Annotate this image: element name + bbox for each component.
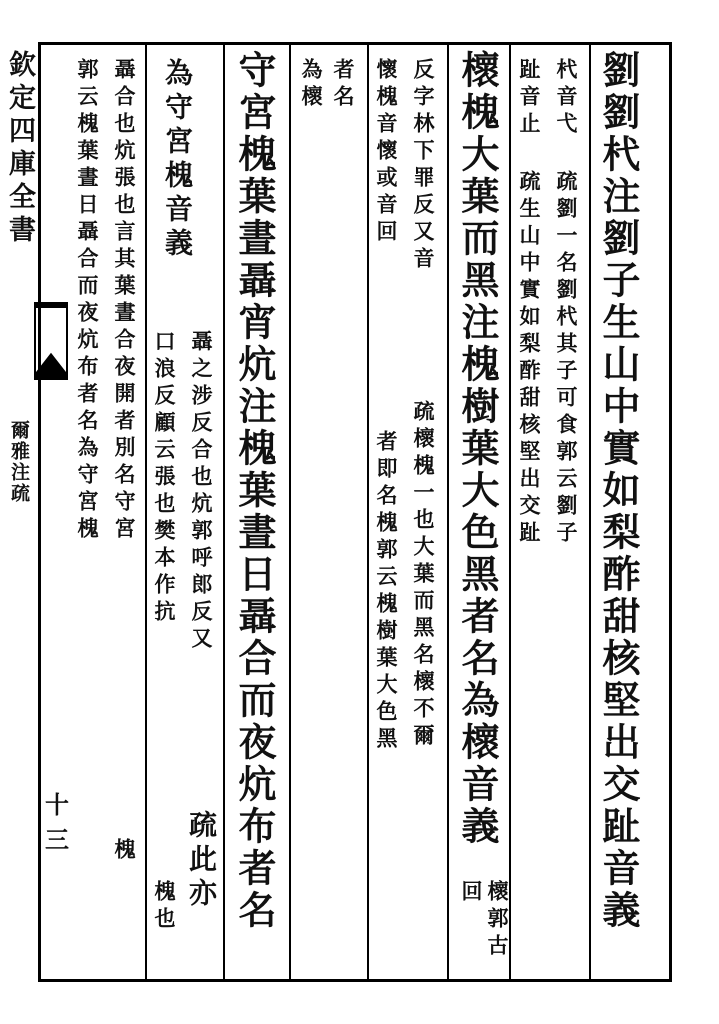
note-column-3a: 趾音止 [517, 58, 542, 139]
note-column-3b: 疏生山中實如梨酢甜核堅出交趾 [517, 170, 542, 548]
column-rule [447, 42, 449, 982]
text-column-4: 櫰槐大葉而黑注槐樹葉大色黑者名為櫰音義 [455, 50, 500, 848]
note-column-5a: 反字林下罪反又音 [411, 58, 436, 274]
column-rule [289, 42, 291, 982]
note-column-12b: 槐 [112, 838, 137, 865]
note-column-6a: 懷槐音懷或音回 [374, 58, 399, 247]
note-column-2b: 疏劉一名劉杙其子可食郭云劉子 [554, 170, 579, 548]
note-column-10b: 聶之涉反合也炕郭呼郎反又 [189, 330, 214, 654]
column-rule [145, 42, 147, 982]
column-rule [589, 42, 591, 982]
note-column-6b: 者即名槐郭云槐樹葉大色黑 [374, 430, 399, 754]
margin-book-title: 爾雅注疏 [8, 420, 30, 504]
note-column-12a: 聶合也炕張也言其葉晝合夜開者別名守宮 [112, 58, 137, 544]
margin-title: 欽定四庫全書 [4, 50, 35, 248]
note-column-11a: 口浪反顧云張也樊本作抗 [152, 330, 177, 627]
text-column-9: 守宮槐葉晝聶宵炕注槐葉晝日聶合而夜炕布者名 [232, 50, 277, 932]
column-rule [509, 42, 511, 982]
text-column-11-shu: 疏此亦 [185, 810, 218, 912]
text-column-10: 為守宮槐音義 [161, 58, 194, 262]
note-column-11c: 槐也 [152, 880, 177, 934]
note-column-4-tail: 櫰郭古回 [459, 880, 510, 961]
note-column-5b: 疏櫰槐一也大葉而黑名櫰不爾 [411, 400, 436, 751]
note-column-7: 者名 [331, 58, 356, 112]
note-column-8: 為櫰 [299, 58, 324, 112]
note-column-13: 郭云槐葉晝日聶合而夜炕布者名為守宮槐 [75, 58, 100, 544]
column-rule [367, 42, 369, 982]
page-number: 十三 [45, 790, 69, 854]
note-column-2a: 杙音弋 [554, 58, 579, 139]
column-rule [223, 42, 225, 982]
text-column-1: 劉劉杙注劉子生山中實如梨酢甜核堅出交趾音義 [596, 50, 641, 932]
